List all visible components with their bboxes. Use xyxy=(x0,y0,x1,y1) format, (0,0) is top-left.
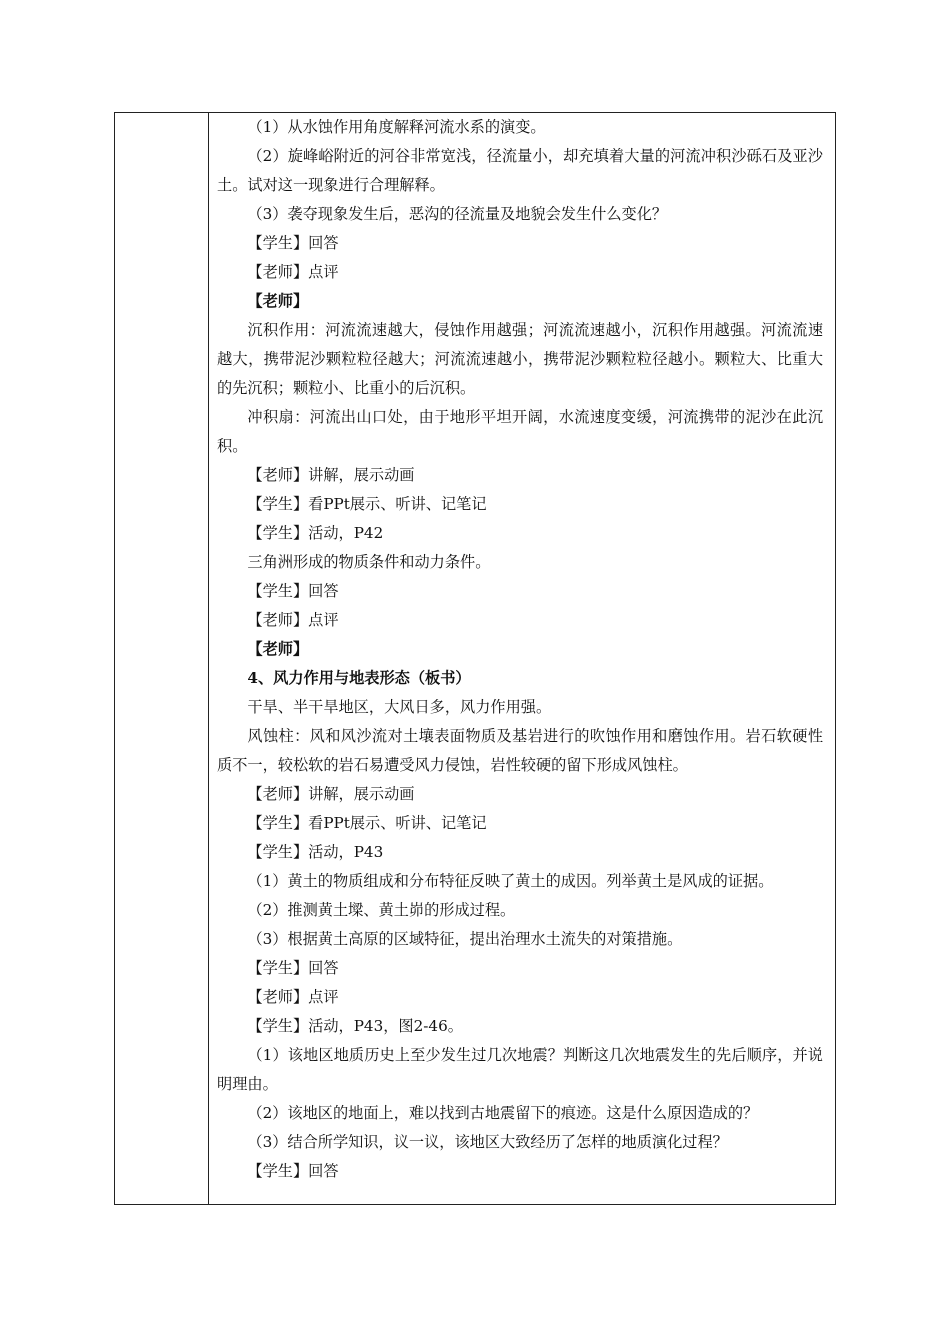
paragraph: （1）黄土的物质组成和分布特征反映了黄土的成因。列举黄土是风成的证据。 xyxy=(247,872,774,890)
paragraph: 【老师】点评 xyxy=(247,263,339,281)
paragraph: （1）该地区地质历史上至少发生过几次地震？判断这几次地震发生的先后顺序，并说明理由。 xyxy=(217,1046,823,1093)
paragraph: 【学生】看PPt展示、听讲、记笔记 xyxy=(247,495,487,513)
paragraph: （3）袭夺现象发生后，恶沟的径流量及地貌会发生什么变化？ xyxy=(247,205,668,223)
paragraph: 【学生】活动，P42 xyxy=(247,524,384,542)
paragraph: 【学生】活动，P43，图2-46。 xyxy=(247,1017,463,1035)
paragraph: 冲积扇：河流出山口处，由于地形平坦开阔，水流速度变缓，河流携带的泥沙在此沉积。 xyxy=(217,408,823,455)
paragraph: 【老师】讲解，展示动画 xyxy=(247,785,415,803)
paragraph: （2）旋峰峪附近的河谷非常宽浅，径流量小，却充填着大量的河流冲积沙砾石及亚沙土。试对这一现象进行合理解释。 xyxy=(217,147,823,194)
paragraph: 【老师】讲解，展示动画 xyxy=(247,466,415,484)
paragraph: 三角洲形成的物质条件和动力条件。 xyxy=(247,553,491,571)
paragraph: （3）根据黄土高原的区域特征，提出治理水土流失的对策措施。 xyxy=(247,930,683,948)
table-left-column xyxy=(115,113,209,1204)
paragraph: 【老师】 xyxy=(247,640,309,658)
paragraph: 【学生】活动，P43 xyxy=(247,843,384,861)
paragraph: （2）该地区的地面上，难以找到古地震留下的痕迹。这是什么原因造成的？ xyxy=(247,1104,759,1122)
table-content-cell xyxy=(217,113,823,1186)
paragraph: 【老师】点评 xyxy=(247,611,339,629)
paragraph: 沉积作用：河流流速越大，侵蚀作用越强；河流流速越小，沉积作用越强。河流流速越大，携带泥沙颗粒粒径越大；河流流速越小，携带泥沙颗粒粒径越小。颗粒大、比重大的先沉积；颗粒小、比重小的后沉积。 xyxy=(217,321,823,397)
paragraph: （1）从水蚀作用角度解释河流水系的演变。 xyxy=(247,118,546,136)
lesson-table xyxy=(114,112,836,1205)
paragraph: （2）推测黄土墚、黄土峁的形成过程。 xyxy=(247,901,516,919)
paragraph: 【老师】 xyxy=(247,292,309,310)
paragraph: （3）结合所学知识，议一议，该地区大致经历了怎样的地质演化过程？ xyxy=(247,1133,728,1151)
paragraph: 【学生】回答 xyxy=(247,959,339,977)
section-heading: 4、风力作用与地表形态（板书） xyxy=(247,669,471,687)
paragraph: 【学生】回答 xyxy=(247,234,339,252)
paragraph: 风蚀柱：风和风沙流对土壤表面物质及基岩进行的吹蚀作用和磨蚀作用。岩石软硬性质不一，较松软的岩石易遭受风力侵蚀，岩性较硬的留下形成风蚀柱。 xyxy=(217,727,823,774)
paragraph: 【学生】看PPt展示、听讲、记笔记 xyxy=(247,814,487,832)
paragraph: 干旱、半干旱地区，大风日多，风力作用强。 xyxy=(247,698,552,716)
paragraph: 【老师】点评 xyxy=(247,988,339,1006)
paragraph: 【学生】回答 xyxy=(247,1162,339,1180)
paragraph: 【学生】回答 xyxy=(247,582,339,600)
